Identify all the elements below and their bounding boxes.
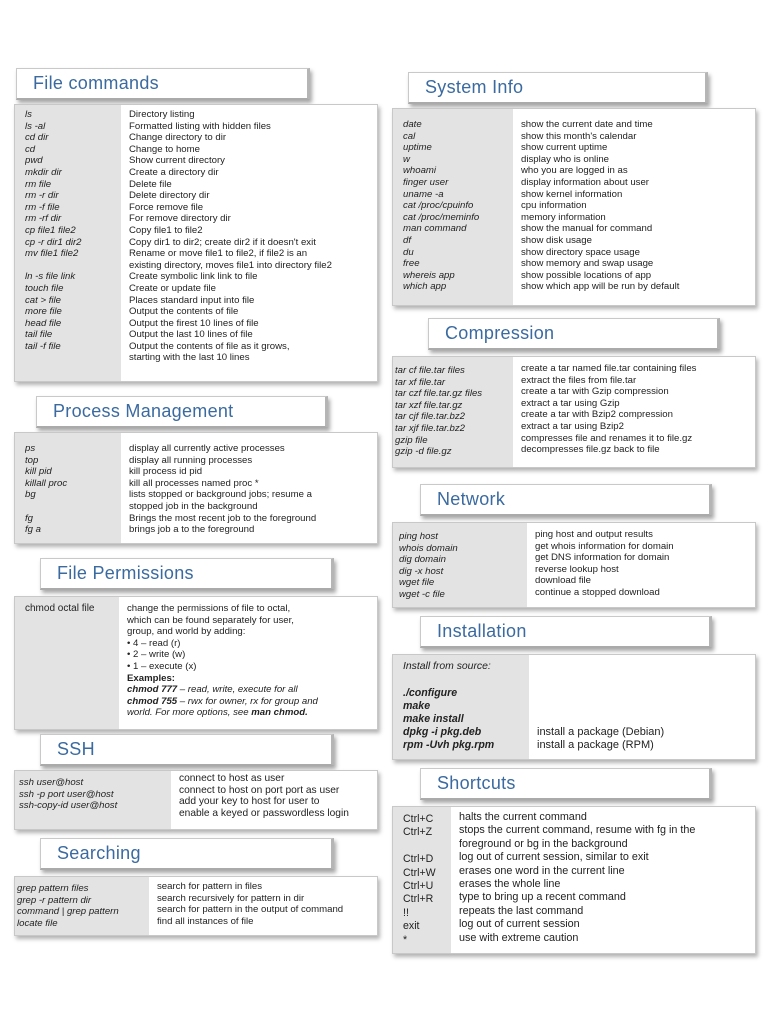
network-cmd-column <box>393 523 527 607</box>
searching-panel <box>14 876 378 936</box>
system-info-cmd-column <box>393 109 513 305</box>
description-text: show disk usage <box>521 234 592 246</box>
command-text: dpkg -i pkg.deb <box>403 725 482 738</box>
description-text: display all running processes <box>129 454 253 466</box>
command-text: ping host <box>399 531 438 542</box>
searching-desc-column <box>149 877 377 935</box>
description-text: use with extreme caution <box>459 931 579 944</box>
ssh-title: SSH <box>57 739 95 759</box>
system-info-panel <box>392 108 756 306</box>
description-text: lists stopped or background jobs; resume a <box>129 489 312 501</box>
command-text: cal <box>403 130 416 142</box>
installation-title: Installation <box>437 621 527 641</box>
command-text: grep -r pattern dir <box>17 894 92 906</box>
command-text: tar xf file.tar <box>395 376 446 388</box>
description-text: create a tar with Gzip compression <box>521 386 669 398</box>
description-text: search for pattern in files <box>157 881 263 892</box>
compression-title: Compression <box>445 323 555 343</box>
command-text: uptime <box>403 142 432 154</box>
install-package-cmds <box>403 726 525 752</box>
command-text: cd <box>25 143 36 155</box>
install-source-steps <box>403 687 525 726</box>
example-755 <box>127 696 371 708</box>
command-text: cd dir <box>25 132 49 144</box>
description-text: Output the contents of file <box>129 306 239 318</box>
system-info-heading <box>408 72 708 104</box>
command-text: Ctrl+Z <box>403 826 433 839</box>
example-777-cmd: chmod 777 <box>127 684 178 696</box>
description-text: continue a stopped download <box>535 586 660 598</box>
command-text: Ctrl+R <box>403 893 434 906</box>
examples-label: Examples: <box>127 672 175 684</box>
command-text: Ctrl+W <box>403 866 436 879</box>
compression-panel <box>392 356 756 468</box>
description-text: brings job a to the foreground <box>129 524 255 536</box>
description-text: create a tar with Bzip2 compression <box>521 409 673 421</box>
command-text: !! <box>403 906 409 919</box>
shortcuts-desc-column <box>451 807 755 953</box>
command-text: fg <box>25 512 34 524</box>
command-text: uname -a <box>403 188 444 200</box>
command-text: touch file <box>25 282 64 294</box>
line-text: ./configure <box>403 686 458 699</box>
command-text: cat /proc/cpuinfo <box>403 200 474 212</box>
example-more-man: man chmod. <box>251 707 308 719</box>
command-text: rm file <box>25 178 52 190</box>
description-text: add your key to host for user to <box>179 796 320 808</box>
description-text: display all currently active processes <box>129 443 285 454</box>
description-text: download file <box>535 575 592 587</box>
shortcuts-title: Shortcuts <box>437 773 516 793</box>
command-text: finger user <box>403 176 449 188</box>
description-text: Copy dir1 to dir2; create dir2 if it doesn't exit <box>129 236 316 248</box>
command-text: Ctrl+D <box>403 853 434 866</box>
permissions-panel <box>14 596 378 730</box>
command-text: dig -x host <box>399 565 444 577</box>
description-text: show kernel information <box>521 188 623 200</box>
description-text: existing directory, moves file1 into directory file2 <box>129 259 332 271</box>
file-commands-desc-column <box>121 105 377 381</box>
example-777 <box>127 684 371 696</box>
network-desc-column <box>527 523 755 607</box>
command-text: rm -f file <box>25 201 60 213</box>
system-info-title: System Info <box>425 77 524 97</box>
command-text <box>25 260 117 272</box>
description-text: log out of current session, similar to exit <box>459 851 649 864</box>
command-text: bg <box>25 489 36 501</box>
permissions-heading <box>40 558 334 590</box>
searching-title: Searching <box>57 843 141 863</box>
description-text: Create or update file <box>129 282 216 294</box>
description-text: reverse lookup host <box>535 563 619 575</box>
example-777-desc: – read, write, execute for all <box>177 684 298 696</box>
command-text: whois domain <box>399 542 458 554</box>
command-text: whereis app <box>403 269 455 281</box>
installation-desc-column <box>529 655 755 759</box>
command-text: free <box>403 258 420 270</box>
description-text: ping host and output results <box>535 529 653 540</box>
command-text: ls <box>25 109 32 120</box>
description-text: Rename or move file1 to file2, if file2 is an <box>129 248 308 260</box>
description-text: Copy file1 to file2 <box>129 224 203 236</box>
description-text: Change to home <box>129 143 200 155</box>
file-commands-heading <box>16 68 310 100</box>
description-text: Output the last 10 lines of file <box>129 329 253 341</box>
description-text: Create a directory dir <box>129 166 219 178</box>
description-text: stopped job in the background <box>129 500 258 512</box>
command-text: which app <box>403 281 447 293</box>
description-text: Places standard input into file <box>129 294 255 306</box>
description-text: decompresses file.gz back to file <box>521 444 660 456</box>
ssh-heading <box>40 734 334 766</box>
installation-panel <box>392 654 756 760</box>
description-text: show memory and swap usage <box>521 258 654 270</box>
line-text: make <box>403 699 431 712</box>
compression-desc-column <box>513 357 755 467</box>
installation-heading <box>420 616 712 648</box>
description-text: stops the current command, resume with fg in the <box>459 824 696 837</box>
description-text: Create symbolic link link to file <box>129 271 258 283</box>
description-text: display information about user <box>521 176 649 188</box>
description-text: create a tar named file.tar containing files <box>521 363 697 374</box>
description-text: Brings the most recent job to the foreground <box>129 512 317 524</box>
description-text: connect to host on port port as user <box>179 784 340 796</box>
command-text: w <box>403 153 410 165</box>
description-text: who you are logged in as <box>521 165 628 177</box>
description-text: Output the firest 10 lines of file <box>129 317 259 329</box>
description-text: enable a keyed or passwordless login <box>179 807 349 819</box>
installation-cmd-column <box>393 655 529 759</box>
command-text: pwd <box>25 155 43 167</box>
description-text: starting with the last 10 lines <box>129 352 250 364</box>
description-text: foreground or bg in the background <box>459 837 628 850</box>
description-text: extract the files from file.tar <box>521 374 637 386</box>
command-text: Ctrl+C <box>403 813 434 825</box>
command-text: tar xjf file.tar.bz2 <box>395 422 466 434</box>
command-text: cp file1 file2 <box>25 224 76 236</box>
command-text: command | grep pattern <box>17 906 119 918</box>
command-text: whoami <box>403 165 437 177</box>
network-heading <box>420 484 712 516</box>
ssh-panel <box>14 770 378 830</box>
network-panel <box>392 522 756 608</box>
shortcuts-panel <box>392 806 756 954</box>
command-text: fg a <box>25 524 42 536</box>
command-text: cp -r dir1 dir2 <box>25 236 82 248</box>
description-text: connect to host as user <box>179 773 285 784</box>
chmod-command: chmod octal file <box>25 603 95 614</box>
process-panel <box>14 432 378 544</box>
command-text: gzip file <box>395 434 428 446</box>
command-text: top <box>25 454 39 466</box>
command-text: * <box>403 933 408 946</box>
process-heading <box>36 396 328 428</box>
command-text: rm -r dir <box>25 190 59 202</box>
command-text: killall proc <box>25 477 68 489</box>
line-text: which can be found separately for user, <box>127 614 294 626</box>
description-text: show which app will be run by default <box>521 281 680 293</box>
example-755-cmd: chmod 755 <box>127 695 178 707</box>
command-text: locate file <box>17 917 58 929</box>
command-text: du <box>403 246 414 258</box>
description-text: memory information <box>521 211 606 223</box>
line-text: • 4 – read (r) <box>127 637 181 649</box>
file-commands-panel <box>14 104 378 382</box>
description-text: Directory listing <box>129 109 195 120</box>
line-text: group, and world by adding: <box>127 626 246 638</box>
description-text: search recursively for pattern in dir <box>157 892 305 904</box>
description-text: log out of current session <box>459 918 580 931</box>
example-755-desc: – rwx for owner, rx for group and <box>177 695 318 707</box>
example-more-desc: world. For more options, see <box>127 707 252 719</box>
file-commands-cmd-column <box>15 105 121 381</box>
description-text: erases the whole line <box>459 878 561 891</box>
description-text: get DNS information for domain <box>535 552 670 564</box>
command-text: wget file <box>399 577 435 589</box>
command-text: tar xzf file.tar.gz <box>395 399 463 411</box>
searching-heading <box>40 838 334 870</box>
process-desc-column <box>121 433 377 543</box>
description-text: show the current date and time <box>521 119 653 130</box>
description-text: find all instances of file <box>157 915 254 927</box>
description-text: For remove directory dir <box>129 213 231 225</box>
compression-cmd-column <box>393 357 513 467</box>
ssh-cmd-column <box>15 771 171 829</box>
description-text: cpu information <box>521 200 587 212</box>
description-text: show current uptime <box>521 142 608 154</box>
description-text: compresses file and renames it to file.gz <box>521 432 693 444</box>
command-text: man command <box>403 223 467 235</box>
description-text: show this month's calendar <box>521 130 637 142</box>
command-text: cat > file <box>25 294 61 306</box>
command-text: ssh -p port user@host <box>19 788 114 800</box>
command-text: more file <box>25 306 62 318</box>
line-text: • 1 – execute (x) <box>127 660 197 672</box>
line-text: • 2 – write (w) <box>127 649 186 661</box>
install-package-descs <box>537 726 749 752</box>
description-text: repeats the last command <box>459 904 584 917</box>
description-text: install a package (RPM) <box>537 739 654 751</box>
command-text: ln -s file link <box>25 271 76 283</box>
description-text: Show current directory <box>129 155 225 167</box>
command-text: Ctrl+U <box>403 880 434 893</box>
description-text: type to bring up a recent command <box>459 891 626 904</box>
description-text: extract a tar using Gzip <box>521 397 620 409</box>
command-text: mv file1 file2 <box>25 248 79 260</box>
line-text: change the permissions of file to octal, <box>127 603 291 614</box>
shortcuts-cmd-column <box>393 807 451 953</box>
ssh-desc-column <box>171 771 377 829</box>
command-text: tar cjf file.tar.bz2 <box>395 411 466 423</box>
description-text: Formatted listing with hidden files <box>129 120 271 132</box>
description-text: install a package (Debian) <box>537 726 665 738</box>
command-text: ps <box>25 443 36 454</box>
permissions-title: File Permissions <box>57 563 194 583</box>
command-text: tar czf file.tar.gz files <box>395 388 483 400</box>
process-title: Process Management <box>53 401 234 421</box>
command-text: tail -f file <box>25 340 61 352</box>
install-source-label: Install from source: <box>403 661 491 672</box>
command-text: dig domain <box>399 554 446 566</box>
description-text: Change directory to dir <box>129 132 227 144</box>
description-text: show the manual for command <box>521 223 653 235</box>
description-text: erases one word in the current line <box>459 864 625 877</box>
description-text: show possible locations of app <box>521 269 652 281</box>
command-text: grep pattern files <box>17 883 89 894</box>
process-cmd-column <box>15 433 121 543</box>
command-text: rpm -Uvh pkg.rpm <box>403 738 495 751</box>
file-commands-title: File commands <box>33 73 159 93</box>
command-text: gzip -d file.gz <box>395 446 452 458</box>
line-text: make install <box>403 712 464 725</box>
description-text: halts the current command <box>459 811 587 823</box>
command-text: date <box>403 119 422 130</box>
command-text: df <box>403 234 412 246</box>
example-more <box>127 707 371 719</box>
command-text <box>25 501 117 513</box>
permissions-lines <box>127 603 371 673</box>
system-info-desc-column <box>513 109 755 305</box>
permissions-cmd-column <box>15 597 119 729</box>
command-text: wget -c file <box>399 588 445 600</box>
command-text <box>19 812 167 824</box>
description-text: kill process id pid <box>129 466 203 478</box>
command-text <box>25 352 117 364</box>
command-text: mkdir dir <box>25 166 62 178</box>
permissions-desc-column <box>119 597 377 729</box>
command-text: tail file <box>25 329 53 341</box>
network-title: Network <box>437 489 506 509</box>
description-text: extract a tar using Bzip2 <box>521 420 624 432</box>
command-text <box>403 840 447 853</box>
description-text: display who is online <box>521 153 609 165</box>
command-text: ssh-copy-id user@host <box>19 800 118 812</box>
description-text: kill all processes named proc * <box>129 477 259 489</box>
command-text: rm -rf dir <box>25 213 62 225</box>
description-text: show directory space usage <box>521 246 640 258</box>
command-text: kill pid <box>25 466 52 478</box>
shortcuts-heading <box>420 768 712 800</box>
command-text: tar cf file.tar files <box>395 365 465 376</box>
command-text: exit <box>403 920 420 933</box>
description-text: Output the contents of file as it grows, <box>129 340 290 352</box>
description-text: Delete directory dir <box>129 190 210 202</box>
description-text: Delete file <box>129 178 172 190</box>
command-text: ls -al <box>25 120 46 132</box>
command-text: ssh user@host <box>19 777 84 788</box>
command-text: cat /proc/meminfo <box>403 211 480 223</box>
description-text: get whois information for domain <box>535 540 674 552</box>
command-text: head file <box>25 317 62 329</box>
description-text: search for pattern in the output of command <box>157 904 344 916</box>
description-text: Force remove file <box>129 201 204 213</box>
searching-cmd-column <box>15 877 149 935</box>
compression-heading <box>428 318 720 350</box>
